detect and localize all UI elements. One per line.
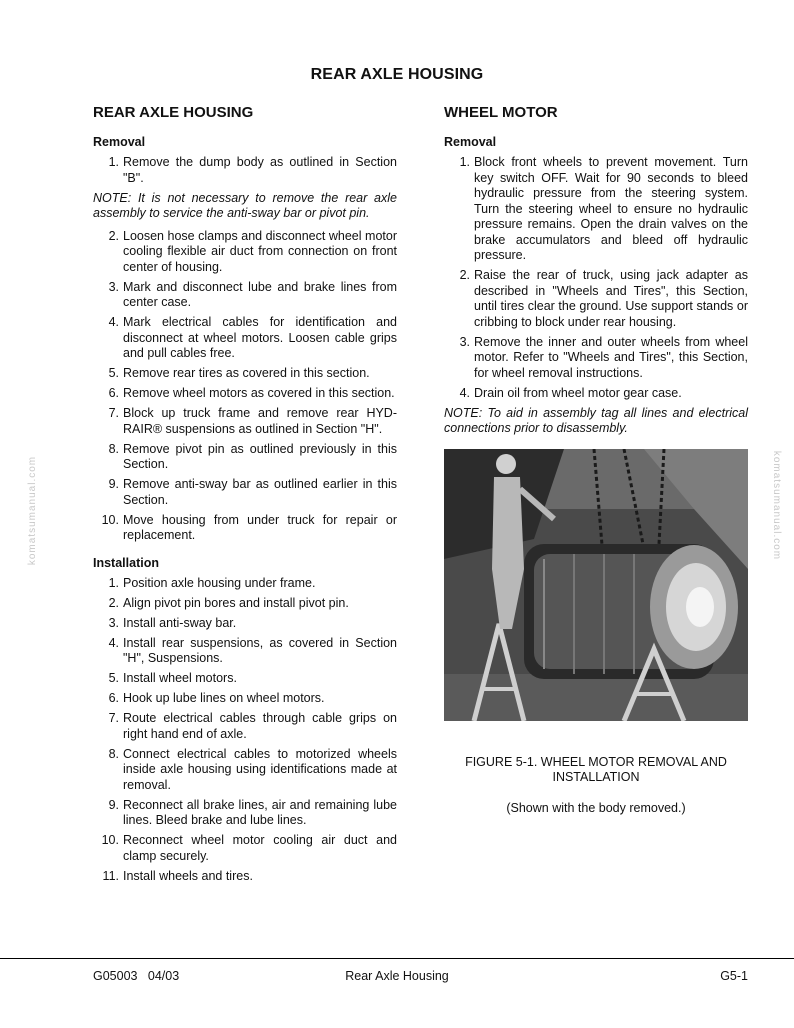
removal-steps-part1 xyxy=(93,155,397,186)
wheel-motor-removal-heading: Removal xyxy=(444,135,497,149)
step-text: Reconnect wheel motor cooling air duct and clamp securely. xyxy=(123,833,397,863)
list-item xyxy=(444,268,748,330)
list-item xyxy=(93,229,397,276)
step-number: 5. xyxy=(108,671,119,685)
step-number: 9. xyxy=(108,797,119,812)
list-item xyxy=(93,513,397,544)
step-text: Route electrical cables through cable grips on right hand end of axle. xyxy=(123,711,397,741)
step-text: Block front wheels to prevent movement. Turn key switch OFF. Wait for 90 seconds to bleed hydraulic pressure from the steering system. Turn the steering wheel to ensure no hydraulic pressure remains. Open the drain valves on the brake accumulators and bleed off hydraulic pressure. xyxy=(474,155,748,262)
watermark-right: komatsumanual.com xyxy=(771,450,783,561)
removal-note: NOTE: It is not necessary to remove the rear axle assembly to service the anti-sway bar or pivot pin. xyxy=(93,190,397,220)
step-text: Remove the dump body as outlined in Section "B". xyxy=(123,155,397,185)
step-number: 10. xyxy=(101,833,119,847)
installation-steps xyxy=(93,576,397,885)
step-number: 2. xyxy=(459,268,470,282)
step-number: 10. xyxy=(101,512,119,527)
left-column xyxy=(93,104,397,889)
list-item xyxy=(93,155,397,186)
list-item xyxy=(444,335,748,382)
step-number: 6. xyxy=(108,691,119,705)
step-text: Reconnect all brake lines, air and remaining lube lines. Bleed brake and lube lines. xyxy=(123,797,397,827)
step-number: 3. xyxy=(108,279,119,294)
step-number: 5. xyxy=(108,366,119,380)
removal-heading: Removal xyxy=(93,135,146,149)
step-number: 8. xyxy=(108,746,119,761)
step-text: Align pivot pin bores and install pivot pin. xyxy=(123,595,349,610)
page-title: REAR AXLE HOUSING xyxy=(310,66,484,83)
step-text: Remove the inner and outer wheels from wheel motor. Refer to "Wheels and Tires", this Section, for wheel removal instructions. xyxy=(474,334,748,380)
step-text: Install wheel motors. xyxy=(123,671,237,685)
list-item xyxy=(93,596,397,612)
step-number: 9. xyxy=(108,477,119,491)
step-number: 1. xyxy=(108,155,119,169)
list-item xyxy=(93,869,397,885)
wheel-motor-note: NOTE: To aid in assembly tag all lines and electrical connections prior to disassembly. xyxy=(444,405,748,435)
footer-page-number: G5-1 xyxy=(720,969,748,983)
step-number: 2. xyxy=(108,228,119,243)
step-number: 6. xyxy=(108,386,119,400)
list-item xyxy=(93,406,397,437)
list-item xyxy=(93,386,397,402)
watermark-left: komatsumanual.com xyxy=(27,455,39,566)
step-text: Remove anti-sway bar as outlined earlier in this Section. xyxy=(123,477,397,507)
step-number: 3. xyxy=(459,334,470,349)
step-text: Remove wheel motors as covered in this section. xyxy=(123,386,395,400)
list-item xyxy=(444,155,748,264)
list-item xyxy=(93,671,397,687)
list-item xyxy=(93,636,397,667)
step-text: Drain oil from wheel motor gear case. xyxy=(474,385,682,400)
step-number: 2. xyxy=(108,595,119,610)
figure-subcaption: (Shown with the body removed.) xyxy=(506,800,686,815)
step-text: Mark electrical cables for identification and disconnect at wheel motors. Loosen cable grips and pull cables free. xyxy=(123,315,397,360)
step-text: Move housing from under truck for repair or replacement. xyxy=(123,512,397,542)
step-text: Connect electrical cables to motorized wheels inside axle housing using identifications made at removal. xyxy=(123,746,397,792)
step-text: Install anti-sway bar. xyxy=(123,615,237,630)
footer-doc-id: G05003 04/03 xyxy=(93,969,180,983)
wheel-motor-removal-steps xyxy=(444,155,748,401)
step-number: 4. xyxy=(108,315,119,329)
section-title-rear-axle-housing: REAR AXLE HOUSING xyxy=(93,104,254,121)
step-number: 4. xyxy=(459,385,470,400)
list-item xyxy=(93,576,397,592)
installation-heading: Installation xyxy=(93,555,159,570)
list-item xyxy=(93,711,397,742)
right-column xyxy=(444,104,748,815)
list-item xyxy=(93,442,397,473)
step-text: Loosen hose clamps and disconnect wheel motor cooling flexible air duct from connection on front center of housing. xyxy=(123,228,397,274)
step-text: Remove pivot pin as outlined previously in this Section. xyxy=(123,441,397,471)
step-text: Remove rear tires as covered in this section. xyxy=(123,366,370,380)
figure-caption: FIGURE 5-1. WHEEL MOTOR REMOVAL AND INSTALLATION xyxy=(465,754,727,784)
step-text: Block up truck frame and remove rear HYD-RAIR® suspensions as outlined in Section "H". xyxy=(123,406,397,436)
list-item xyxy=(93,477,397,508)
section-title-wheel-motor: WHEEL MOTOR xyxy=(444,104,558,121)
step-number: 4. xyxy=(108,635,119,650)
list-item xyxy=(93,366,397,382)
step-text: Position axle housing under frame. xyxy=(123,575,316,590)
step-number: 7. xyxy=(108,711,119,725)
list-item xyxy=(93,616,397,632)
step-text: Mark and disconnect lube and brake lines from center case. xyxy=(123,279,397,309)
step-number: 1. xyxy=(108,575,119,590)
list-item xyxy=(93,747,397,794)
list-item xyxy=(93,798,397,829)
footer-section-name: Rear Axle Housing xyxy=(345,969,449,983)
step-number: 1. xyxy=(459,155,470,169)
step-text: Install wheels and tires. xyxy=(123,868,253,883)
wheel-motor-photo-illustration xyxy=(444,449,748,721)
removal-steps xyxy=(93,229,397,544)
list-item xyxy=(93,833,397,864)
list-item xyxy=(93,315,397,362)
step-text: Hook up lube lines on wheel motors. xyxy=(123,691,325,705)
footer-divider xyxy=(0,958,794,959)
step-number: 3. xyxy=(108,615,119,630)
wheel-motor-photo xyxy=(444,449,748,721)
step-text: Raise the rear of truck, using jack adapter as described in "Wheels and Tires", this Section, until tires clear the ground. Use support stands or cribbing to block under rear housing. xyxy=(474,268,748,329)
list-item xyxy=(93,280,397,311)
step-number: 11. xyxy=(102,868,119,883)
step-text: Install rear suspensions, as covered in Section "H", Suspensions. xyxy=(123,635,397,665)
list-item xyxy=(93,691,397,707)
step-number: 8. xyxy=(108,441,119,456)
list-item xyxy=(444,386,748,402)
step-number: 7. xyxy=(108,406,119,420)
